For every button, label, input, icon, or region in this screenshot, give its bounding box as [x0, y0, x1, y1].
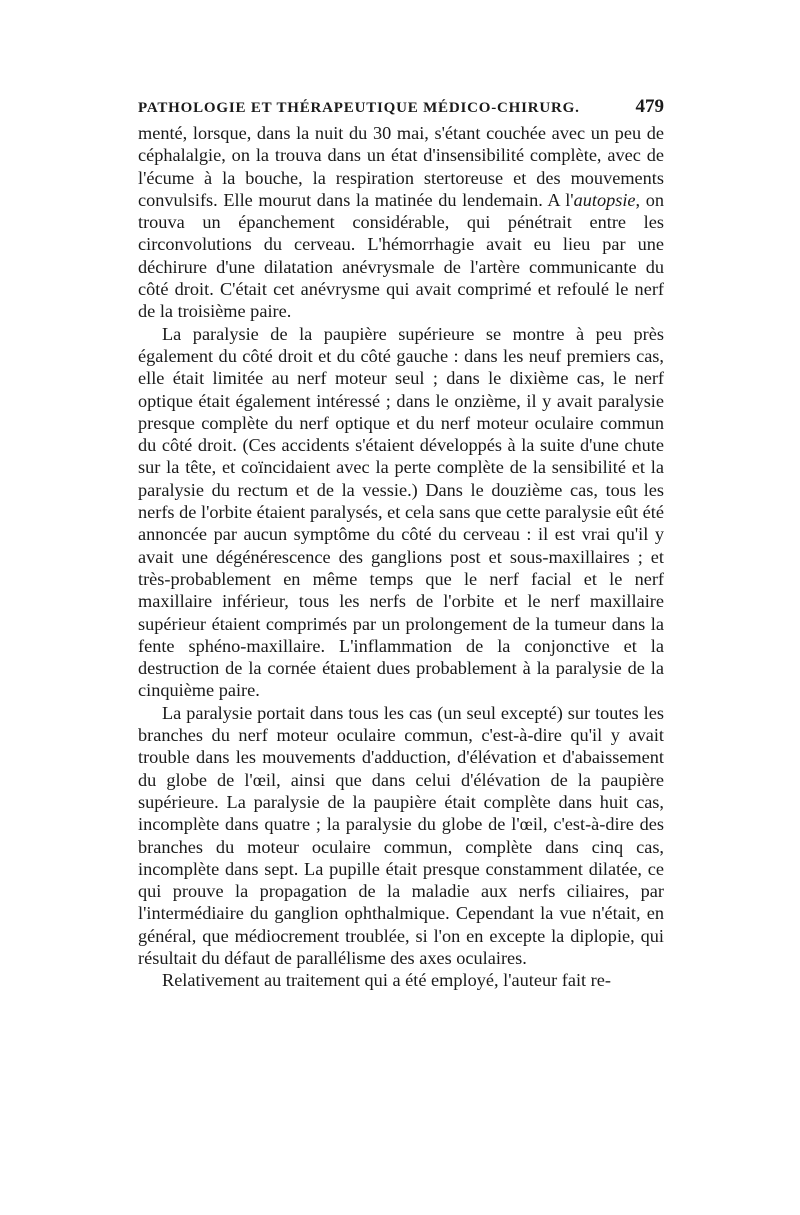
paragraph-1: menté, lorsque, dans la nuit du 30 mai, s'étant couchée avec un peu de céphalalgie, on la trouva dans un état d'insensibilité complète, avec de l'écume à la bouche, la respiration stertoreuse et des mouvements convulsifs. Elle mourut dans la matinée du lendemain. A l'autopsie, on trouva un épanchement considérable, qui pénétrait entre les circonvolutions du cerveau. L'hémorrhagie avait eu lieu par une déchirure d'une dilatation anévrysmale de l'artère communicante du côté droit. C'était cet anévrysme qui avait comprimé et refoulé le nerf de la troisième paire.	[138, 123, 665, 322]
running-title: PATHOLOGIE ET THÉRAPEUTIQUE MÉDICO-CHIRURG.	[138, 100, 580, 116]
paragraph-4: Relativement au traitement qui a été employé, l'auteur fait re-	[162, 970, 611, 991]
paragraph-3: La paralysie portait dans tous les cas (un seul excepté) sur toutes les branches du nerf moteur oculaire commun, c'est-à-dire qu'il y avait trouble dans les mouvements d'adduction, d'élévation et d'abaissement du globe de l'œil, ainsi que dans celui d'élévation de la paupière supérieure. La paralysie de la paupière était complète dans huit cas, incomplète dans quatre ; la paralysie du globe de l'œil, c'est-à-dire des branches du moteur oculaire commun, complète dans cinq cas, incomplète dans sept. La pupille était presque constamment dilatée, ce qui prouve la propagation de la maladie aux nerfs ciliaires, par l'intermédiaire du ganglion ophthalmique. Cependant la vue n'était, en général, que médiocrement troublée, si l'on en excepte la diplopie, qui résultait du défaut de parallélisme des axes oculaires.	[138, 702, 664, 968]
italic-term: autopsie	[573, 189, 636, 210]
running-header	[138, 96, 664, 122]
body-text	[138, 122, 664, 992]
page-number: 479	[635, 96, 664, 117]
paragraph-2: La paralysie de la paupière supérieure se montre à peu près également du côté droit et du côté gauche : dans les neuf premiers cas, elle était limitée au nerf moteur seul ; dans le dixième cas, le nerf optique était également intéressé ; dans le onzième, il y avait paralysie presque complète du nerf optique et du nerf moteur oculaire commun du côté droit. (Ces accidents s'étaient développés à la suite d'une chute sur la tête, et coïncidaient avec la perte complète de la sensibilité et la paralysie du rectum et de la vessie.) Dans le douzième cas, tous les nerfs de l'orbite étaient paralysés, et cela sans que cette paralysie eût été annoncée par aucun symptôme du côté du cerveau : il est vrai qu'il y avait une dégénérescence des ganglions post et sous-maxillaires ; et très-probablement en même temps que le nerf facial et le nerf maxillaire inférieur, tous les nerfs de l'orbite et le nerf maxillaire supérieur étaient comprimés par un prolongement de la tumeur dans la fente sphéno-maxillaire. L'inflammation de la conjonctive et la destruction de la cornée étaient dues probablement à la paralysie de la cinquième paire.	[138, 323, 664, 701]
book-page	[138, 96, 664, 992]
